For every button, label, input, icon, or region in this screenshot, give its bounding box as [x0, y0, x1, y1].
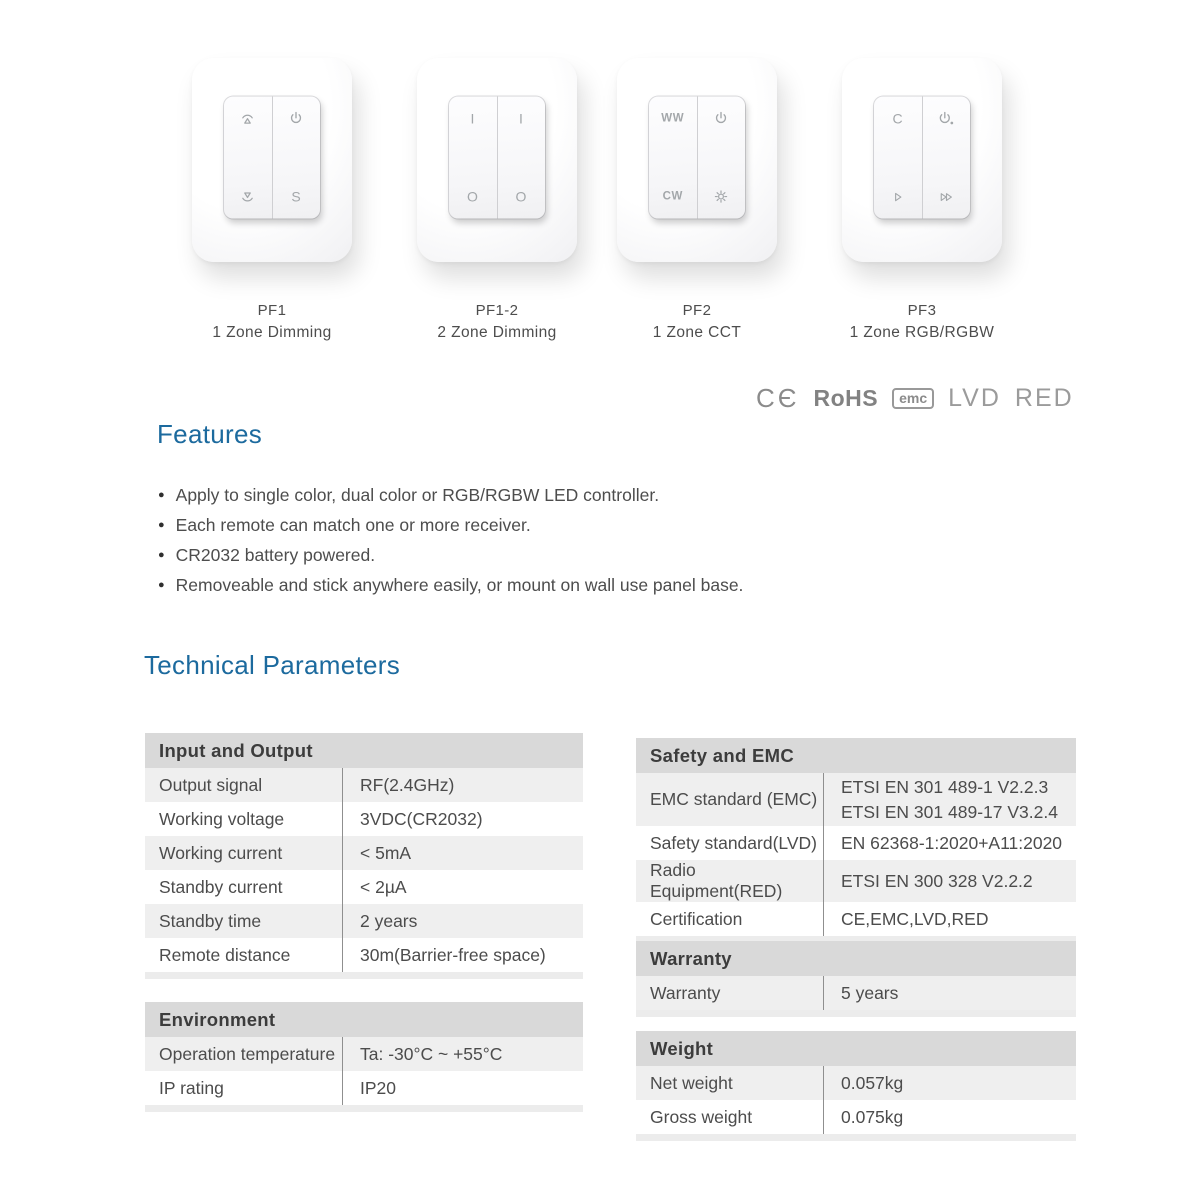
- on-key-label: I: [470, 110, 475, 127]
- power-dot-icon: [937, 110, 955, 128]
- sun-icon: [713, 188, 729, 206]
- table-row: Gross weight 0.075kg: [636, 1100, 1076, 1134]
- table-warranty: [636, 941, 1076, 1017]
- wall-panel-pf1: [192, 58, 352, 262]
- certification-row: [756, 382, 1074, 414]
- panel-zone: 1 Zone Dimming: [212, 324, 332, 341]
- color-key-label: C: [892, 110, 904, 127]
- table-row: Net weight 0.057kg: [636, 1066, 1076, 1100]
- rocker-right: [698, 97, 746, 219]
- ce-mark: CЄ: [756, 382, 800, 413]
- warm-white-key-label: WW: [661, 112, 685, 125]
- scene-key-label: S: [291, 188, 302, 205]
- table-row: Remote distance 30m(Barrier-free space): [145, 938, 583, 972]
- panel-model: PF1: [257, 302, 287, 319]
- off-key-label: O: [467, 188, 479, 205]
- lvd-mark: LVD: [948, 383, 1001, 412]
- bullet-icon: ●: [158, 489, 165, 501]
- panel-figure-pf2: [612, 58, 782, 342]
- features-list: [158, 480, 743, 600]
- brightness-down-icon: [239, 188, 256, 206]
- table-header: Safety and EMC: [636, 738, 1076, 773]
- panel-figure-pf1-2: [412, 58, 582, 342]
- panel-model: PF1-2: [475, 302, 519, 319]
- table-header: Environment: [145, 1002, 583, 1037]
- table-row: Warranty 5 years: [636, 976, 1076, 1010]
- panel-zone: 1 Zone CCT: [652, 324, 742, 341]
- feature-item: ● CR2032 battery powered.: [158, 540, 743, 570]
- off-key-label: O: [515, 188, 527, 205]
- table-header: Input and Output: [145, 733, 583, 768]
- wall-panel-pf1-2: [417, 58, 577, 262]
- table-row: Working current < 5mA: [145, 836, 583, 870]
- table-row: IP rating IP20: [145, 1071, 583, 1105]
- rocker-left: [224, 97, 272, 219]
- table-footer-strip: [636, 1134, 1076, 1141]
- rocker-right: [273, 97, 321, 219]
- table-safety-and-emc: [636, 738, 1076, 943]
- rocker-left: [874, 97, 922, 219]
- table-row: Safety standard(LVD) EN 62368-1:2020+A11:2020: [636, 826, 1076, 860]
- table-footer-strip: [636, 1010, 1076, 1017]
- table-environment: [145, 1002, 583, 1112]
- panel-figure-pf3: [837, 58, 1007, 342]
- table-input-and-output: [145, 733, 583, 979]
- feature-item: ● Removeable and stick anywhere easily, or mount on wall use panel base.: [158, 570, 743, 600]
- table-header: Warranty: [636, 941, 1076, 976]
- wall-panel-pf2: [617, 58, 777, 262]
- table-weight: [636, 1031, 1076, 1141]
- table-row: Output signal RF(2.4GHz): [145, 768, 583, 802]
- table-row: Radio Equipment(RED) ETSI EN 300 328 V2.2.2: [636, 860, 1076, 902]
- power-icon: [288, 110, 304, 128]
- panel-zone: 2 Zone Dimming: [437, 324, 557, 341]
- feature-item: ● Apply to single color, dual color or RGB/RGBW LED controller.: [158, 480, 743, 510]
- emc-badge: emc: [892, 388, 934, 409]
- red-mark: RED: [1014, 383, 1074, 412]
- panel-model: PF3: [907, 302, 937, 319]
- wall-panel-pf3: [842, 58, 1002, 262]
- features-title: Features: [157, 419, 263, 449]
- table-row: Operation temperature Ta: -30°C ~ +55°C: [145, 1037, 583, 1071]
- technical-parameters-title: Technical Parameters: [144, 650, 400, 680]
- on-key-label: I: [519, 110, 524, 127]
- table-row: Certification CE,EMC,LVD,RED: [636, 902, 1076, 936]
- power-icon: [713, 110, 729, 128]
- bullet-icon: ●: [158, 519, 165, 531]
- rohs-mark: RoHS: [813, 384, 879, 411]
- play-icon: [890, 188, 905, 206]
- bullet-icon: ●: [158, 549, 165, 561]
- table-row: Standby current < 2µA: [145, 870, 583, 904]
- table-row: Working voltage 3VDC(CR2032): [145, 802, 583, 836]
- fast-forward-icon: [938, 188, 955, 206]
- panel-model: PF2: [682, 302, 712, 319]
- brightness-up-icon: [239, 110, 256, 128]
- rocker-right: [498, 97, 546, 219]
- panel-zone: 1 Zone RGB/RGBW: [849, 324, 995, 341]
- panel-figure-pf1: [187, 58, 357, 342]
- table-row: Standby time 2 years: [145, 904, 583, 938]
- rocker-left: [649, 97, 697, 219]
- cool-white-key-label: CW: [662, 190, 683, 203]
- feature-item: ● Each remote can match one or more receiver.: [158, 510, 743, 540]
- table-footer-strip: [145, 1105, 583, 1112]
- table-footer-strip: [145, 972, 583, 979]
- rocker-right: [923, 97, 971, 219]
- bullet-icon: ●: [158, 579, 165, 591]
- table-row: EMC standard (EMC) ETSI EN 301 489-1 V2.2.3 ETSI EN 301 489-17 V3.2.4: [636, 773, 1076, 826]
- table-header: Weight: [636, 1031, 1076, 1066]
- rocker-left: [449, 97, 497, 219]
